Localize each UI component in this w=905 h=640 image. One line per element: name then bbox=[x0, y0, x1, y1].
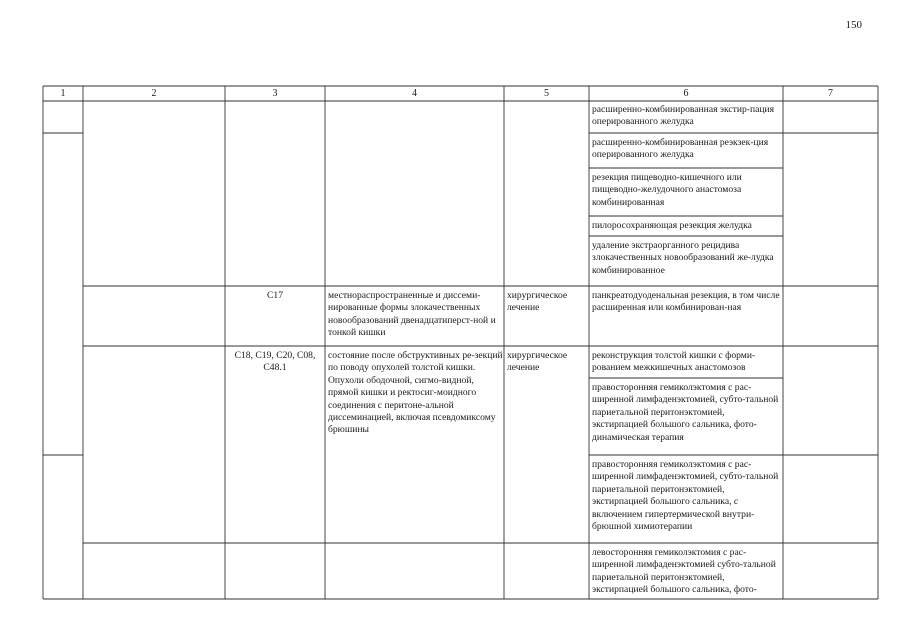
header-col-2: 2 bbox=[151, 88, 157, 99]
method-cell: левосторонняя гемиколэктомия с рас-ширенной лимфаденэктомией субто-тальной париетальной перитонэктомией, экстирпацией большого сальника, фото- bbox=[592, 547, 776, 596]
condition-cell: местнораспространенные и диссеми-нированные формы злокачественных новообразований двенадцатиперст-ной и тонкой кишки bbox=[328, 290, 496, 339]
method-cell: правосторонняя гемиколэктомия с рас-ширенной лимфаденэктомией, субто-тальной париетальной перитонэктомией, экстирпацией большого сальника, фото-динамическая терапия bbox=[592, 382, 779, 443]
header-col-7: 7 bbox=[828, 88, 833, 99]
treatment-type-cell: хирургическое лечение bbox=[507, 290, 568, 314]
method-cell: правосторонняя гемиколэктомия с рас-ширенной лимфаденэктомией, субто-тальной париетальной перитонэктомией, экстирпацией большого сальника, с включением гипертермической внутри-брюшной химиотерапии bbox=[592, 459, 779, 533]
header-col-6: 6 bbox=[683, 88, 689, 99]
method-cell: резекция пищеводно-кишечного или пищеводно-желудочного анастомоза комбинированная bbox=[592, 172, 742, 208]
method-cell: пилоросохраняющая резекция желудка bbox=[592, 220, 752, 231]
header-col-5: 5 bbox=[544, 88, 549, 99]
diagnosis-codes: C18, C19, C20, C08, C48.1 bbox=[234, 350, 316, 374]
method-cell: расширенно-комбинированная реэкзек-ция оперированного желудка bbox=[592, 137, 769, 161]
header-col-4: 4 bbox=[412, 88, 417, 99]
method-cell: удаление экстраорганного рецидива злокачественных новообразований же-лудка комбинированное bbox=[592, 240, 774, 276]
header-col-3: 3 bbox=[272, 88, 278, 99]
method-cell: расширенно-комбинированная экстир-пация оперированного желудка bbox=[592, 104, 775, 128]
method-cell: реконструкция толстой кишки с форми-рованием межкишечных анастомозов bbox=[592, 350, 756, 374]
diagnosis-codes: C17 bbox=[267, 290, 283, 301]
method-cell: панкреатодуоденальная резекция, в том числе расширенная или комбинирован-ная bbox=[592, 290, 780, 314]
treatment-type-cell: хирургическое лечение bbox=[507, 350, 568, 374]
condition-cell: состояние после обструктивных ре-зекций по поводу опухолей толстой кишки. Опухоли ободочной, сигмо-видной, прямой кишки и ректосиг-моидного соединения с перитоне-альной диссеминацией, включая псевдомиксому брюшины bbox=[328, 350, 503, 436]
page-number: 150 bbox=[845, 19, 862, 31]
header-col-1: 1 bbox=[60, 88, 66, 99]
